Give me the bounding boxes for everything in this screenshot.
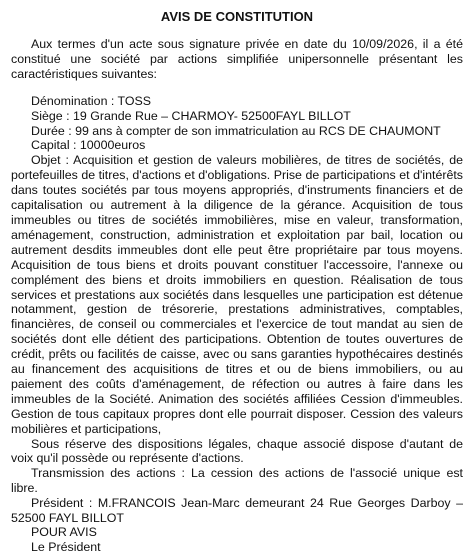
intro-paragraph: Aux termes d'un acte sous signature privée en date du 10/09/2026, il a été constitué une société par actions simplifiée unipersonnelle présentant les caractéristiques suivantes: — [11, 37, 463, 81]
legal-notice — [11, 9, 463, 526]
president-paragraph: Président : M.FRANCOIS Jean-Marc demeurant 24 Rue Georges Darboy – 52500 FAYL BILLOT — [11, 496, 463, 526]
siege-line: Siège : 19 Grande Rue – CHARMOY- 52500FAYL BILLOT — [31, 108, 351, 123]
notice-title: AVIS DE CONSTITUTION — [160, 9, 314, 24]
signature-block — [31, 525, 101, 555]
company-details — [11, 94, 463, 154]
denomination-line: Dénomination : TOSS — [31, 93, 152, 108]
reserve-paragraph: Sous réserve des dispositions légales, chaque associé dispose d'autant de voix qu'il possède ou représente d'actions. — [11, 436, 463, 466]
capital-line: Capital : 10000euros — [31, 138, 146, 153]
transmission-paragraph: Transmission des actions : La cession des actions de l'associé unique est libre. — [11, 466, 463, 496]
signature-pour-avis: POUR AVIS — [31, 525, 97, 539]
duree-line: Durée : 99 ans à compter de son immatriculation au RCS DE CHAUMONT — [31, 123, 441, 138]
signature-president: Le Président — [31, 540, 101, 554]
objet-paragraph: Objet : Acquisition et gestion de valeurs mobilières, de titres de sociétés, de portefeuilles de titres, d'actions et d'obligations. Prise de participations et d'intérêts dans toutes sociétés par tous moyens appropriés, d'instruments financiers et de capitalisation ou autrement à la diligence de la gérance. Acquisition de tous immeubles ou titres de sociétés immobilières, mise en valeur, transformation, aménagement, construction, administration et exploitation par bail, location ou autrement desdits immeubles dont elle peut être propriétaire par tous moyens. Acquisition de tous biens et droits pouvant constituer l'accessoire, l'annexe ou complément des biens et droits immobiliers en question. Réalisation de tous services et prestations aux sociétés dans lesquelles une participation est détenue notamment, gestion de trésorerie, prestations administratives, comptables, financières, de conseil ou commerciales et l'exercice de tout mandat au sien de sociétés dont elle détient des participations. Obtention de toutes ouvertures de crédit, prêts ou facilités de caisse, avec ou sans garanties hypothécaires destinés au financement des acquisitions de titres et ou de biens immobiliers, ou au paiement des coûts d'aménagement, de réfection ou autres à faire dans les immeubles de la Société. Animation des sociétés affiliées Cession d'immeubles. Gestion de tous capitaux propres dont elle pourrait disposer. Cession des valeurs mobilières et participations, — [11, 153, 463, 436]
